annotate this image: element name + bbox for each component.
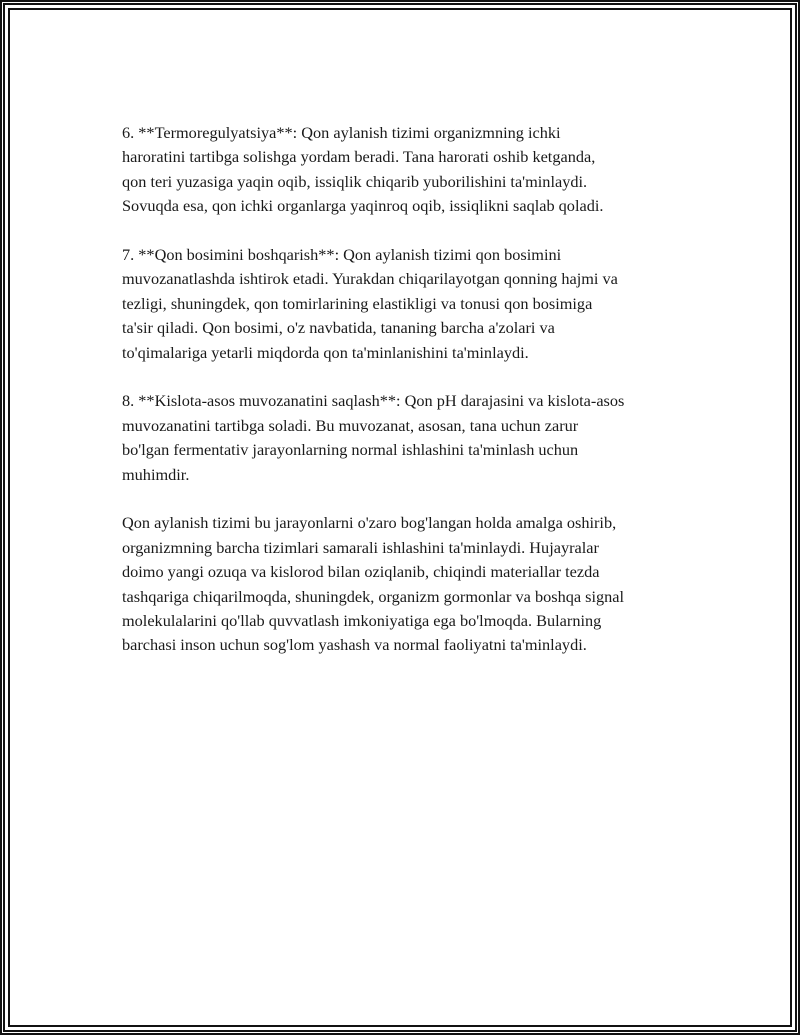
text-line: tezligi, shuningdek, qon tomirlarining elastikligi va tonusi qon bosimiga	[122, 293, 593, 313]
text-line: tashqariga chiqarilmoqda, shuningdek, organizm gormonlar va boshqa signal	[122, 586, 625, 606]
text-line: Qon aylanish tizimi bu jarayonlarni o'zaro bog'langan holda amalga oshirib,	[122, 513, 617, 533]
text-line: muvozanatini tartibga soladi. Bu muvozanat, asosan, tana uchun zarur	[122, 415, 579, 435]
text-line: ta'sir qiladi. Qon bosimi, o'z navbatida, tananing barcha a'zolari va	[122, 318, 555, 338]
text-line: muhimdir.	[122, 464, 190, 484]
text-line: qon teri yuzasiga yaqin oqib, issiqlik chiqarib yuborilishini ta'minlaydi.	[122, 171, 588, 191]
text-line: 7. **Qon bosimini boshqarish**: Qon aylanish tizimi qon bosimini	[122, 245, 562, 265]
text-line: 8. **Kislota-asos muvozanatini saqlash**: Qon pH darajasini va kislota-asos	[122, 391, 625, 411]
text-line: 6. **Termoregulyatsiya**: Qon aylanish tizimi organizmning ichki	[122, 123, 561, 142]
document-body	[122, 121, 702, 682]
text-line: muvozanatlashda ishtirok etadi. Yurakdan chiqarilayotgan qonning hajmi va	[122, 269, 618, 289]
text-line: bo'lgan fermentativ jarayonlarning normal ishlashini ta'minlash uchun	[122, 440, 579, 460]
text-line: barchasi inson uchun sog'lom yashash va normal faoliyatni ta'minlaydi.	[122, 635, 587, 655]
text-line: to'qimalariga yetarli miqdorda qon ta'minlanishini ta'minlaydi.	[122, 342, 529, 362]
paragraph-thermoregulation	[122, 121, 702, 219]
text-line: haroratini tartibga solishga yordam beradi. Tana harorati oshib ketganda,	[122, 147, 596, 167]
paragraph-acid-base	[122, 389, 702, 487]
text-line: Sovuqda esa, qon ichki organlarga yaqinroq oqib, issiqlikni saqlab qoladi.	[122, 196, 604, 216]
text-line: organizmning barcha tizimlari samarali ishlashini ta'minlaydi. Hujayralar	[122, 537, 599, 557]
text-line: doimo yangi ozuqa va kislorod bilan oziqlanib, chiqindi materiallar tezda	[122, 562, 600, 582]
paragraph-conclusion	[122, 511, 702, 657]
paragraph-blood-pressure	[122, 243, 702, 365]
text-line: molekulalarini qo'llab quvvatlash imkoniyatiga ega bo'lmoqda. Bularning	[122, 611, 602, 631]
